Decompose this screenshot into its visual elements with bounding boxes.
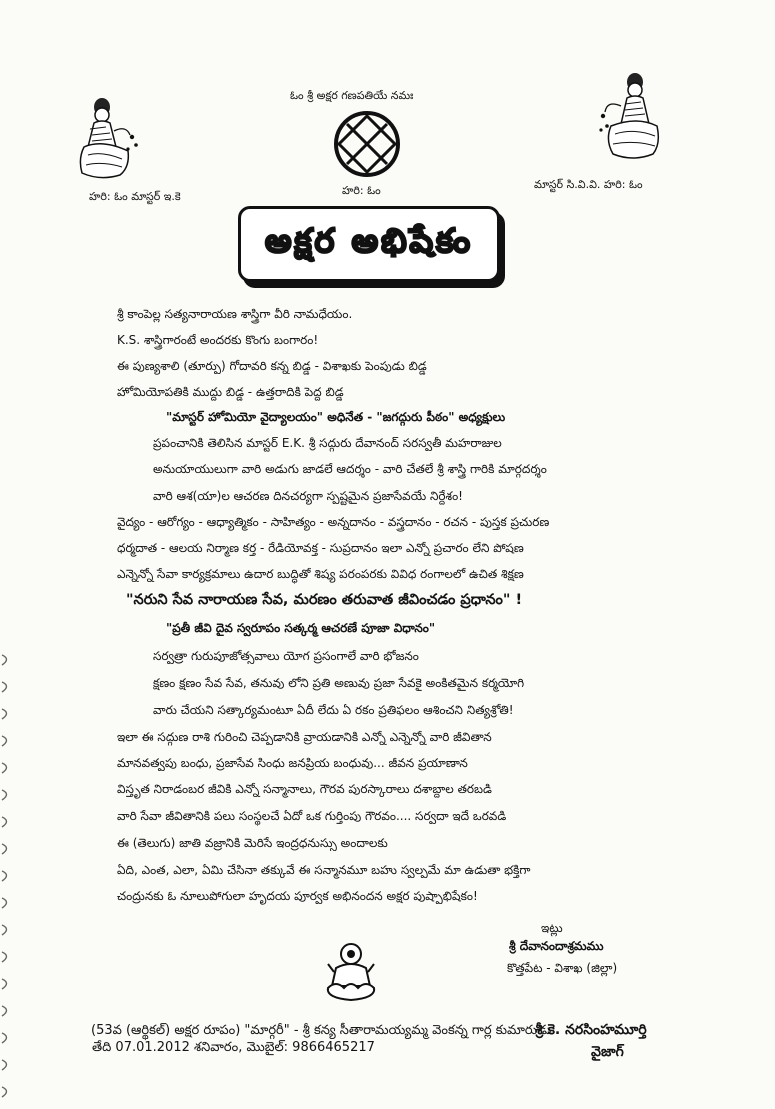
- sign-salutation: ఇట్లు: [541, 921, 563, 935]
- devotee-left-icon: [76, 95, 142, 185]
- title-banner: [238, 206, 500, 282]
- body-line: వైద్యం - ఆరోగ్యం - ఆధ్యాత్మికం - సాహిత్యం - అన్నదానం - వస్త్రదానం - రచన - పుస్తక ప్రచురణ: [117, 515, 550, 529]
- footer-author: శ్రీ కె. నరసింహమూర్తి: [535, 1022, 647, 1038]
- footer-city: వైజాగ్: [591, 1044, 624, 1060]
- body-line: వారి ఆశ(యా)ల ఆచరణ దినచర్యగా స్పష్టమైన ప్రజాసేవయే నిర్దేశం!: [153, 489, 463, 503]
- body-line: క్షణం క్షణం సేవ సేవ, తనువు లోని ప్రతి అణువు ప్రజా సేవకై అంకితమైన కర్మయోగి: [153, 676, 525, 690]
- body-line: "ప్రతీ జీవి దైవ స్వరూపం సత్కర్మ ఆచరణే పూజా విధానం": [166, 621, 436, 635]
- body-line: అనుయాయులుగా వారి అడుగు జాడలే ఆదర్శం - వారి చేతలే శ్రీ శాస్త్రి గారికి మార్గదర్శం: [153, 462, 547, 476]
- body-line: K.S. శాస్త్రిగారంటే అందరకు కొంగు బంగారం!: [117, 333, 319, 347]
- footer-date-line: తేది 07.01.2012 శనివారం, మొబైల్: 9866465217: [92, 1040, 375, 1055]
- body-line: ప్రపంచానికి తెలిసిన మాస్టర్ E.K. శ్రీ సద్గురు దేవానంద్ సరస్వతీ మహరాజుల: [153, 436, 502, 450]
- spiral-binding: [0, 0, 14, 1109]
- body-line: చంద్రునకు ఓ నూలుపోగులా హృదయ పూర్వక అభినందన అక్షర పుష్పాభిషేకం!: [117, 889, 478, 903]
- body-line: ఈ పుణ్యశాలి (తూర్పు) గోదావరి కన్న బిడ్డ - విశాఖకు పెంపుడు బిడ్డ: [117, 359, 427, 373]
- body-line: విస్తృత నిరాడంబర జీవికి ఎన్నో సన్మానాలు, గౌరవ పురస్కారాలు దశాబ్దాల తరబడి: [117, 782, 492, 796]
- body-line: వారు చేయని సత్కార్యమంటూ ఏదీ లేదు ఏ రకం ప్రతిఫలం ఆశించని నిత్యశ్రోతి!: [153, 703, 514, 717]
- page-title: అక్షర అభిషేకం: [264, 220, 473, 260]
- invocation-line: ఓం శ్రీ అక్షర గణపతియే నమః: [290, 89, 414, 102]
- sign-name: శ్రీ దేవానందాశ్రమము: [509, 939, 604, 953]
- right-caption: మాస్టర్ సి.వి.వి. హరి: ఓం: [534, 178, 643, 191]
- body-line: శ్రీ కాంపెల్ల సత్యనారాయణ శాస్త్రిగా వీరి నామధేయం.: [117, 307, 353, 321]
- body-line: సర్వత్రా గురుపూజోత్సవాలు యోగ ప్రసంగాలే వారి భోజనం: [153, 649, 419, 663]
- deity-emblem-icon: [322, 938, 380, 1002]
- body-line: ఎన్నెన్నో సేవా కార్యక్రమాలు ఉదార బుద్ధితో శిష్య పరంపరకు వివిధ రంగాలలో ఉచిత శిక్షణ: [117, 567, 524, 581]
- devotee-right-icon: [597, 70, 663, 165]
- yantra-symbol-icon: [331, 109, 403, 179]
- body-line: ఇలా ఈ సద్గుణ రాశి గురించి చెప్పడానికి వ్రాయడానికి ఎన్నో ఎన్నెన్నో వారి జీవితాన: [117, 730, 492, 744]
- body-line: ధర్మదాత - ఆలయ నిర్మాణ కర్త - రేడియోవక్త - సుప్రదానం ఇలా ఎన్నో ప్రచారం లేని పోషణ: [117, 541, 524, 555]
- footer-dedication: (53వ (ఆర్థికల్) అక్షర రూపం) "మార్గరీ" - శ్రీ కన్య సీతారామయ్యమ్మ వెంకన్న గార్ల కుమారుడు: [91, 1023, 552, 1038]
- body-line: "నరుని సేవ నారాయణ సేవ, మరణం తరువాత జీవించడం ప్రధానం" !: [126, 592, 523, 608]
- body-line: ఏది, ఎంత, ఎలా, ఏమి చేసినా తక్కువే ఈ సన్మానమూ బహు స్వల్పమే మా ఉడుతా భక్తిగా: [117, 863, 531, 877]
- body-line: మానవత్వపు బంధు, ప్రజాసేవ సింధు జనప్రియ బంధువు... జీవన ప్రయాణాన: [117, 756, 468, 770]
- body-line: ఈ (తెలుగు) జాతి వజ్రానికి మెరిసే ఇంద్రధనుస్సు అందాలకు: [117, 836, 388, 850]
- sign-place: కొత్తపేట - విశాఖ (జిల్లా): [507, 961, 618, 975]
- left-caption: హరి: ఓం మాస్టర్ ఇ.కె: [89, 190, 181, 203]
- center-caption: హరి: ఓం: [342, 184, 381, 197]
- body-line: వారి సేవా జీవితానికి పలు సంస్థలచే ఏదో ఒక గుర్తింపు గౌరవం.... సర్వదా ఇదే ఒరవడి: [117, 809, 507, 823]
- body-line: "మాస్టర్ హోమియో వైద్యాలయం" అధినేత - "జగద్గురు పీఠం" అధ్యక్షులు: [166, 410, 506, 424]
- body-line: హోమియోపతికి ముద్దు బిడ్డ - ఉత్తరాదికి పెద్ద బిడ్డ: [117, 385, 344, 399]
